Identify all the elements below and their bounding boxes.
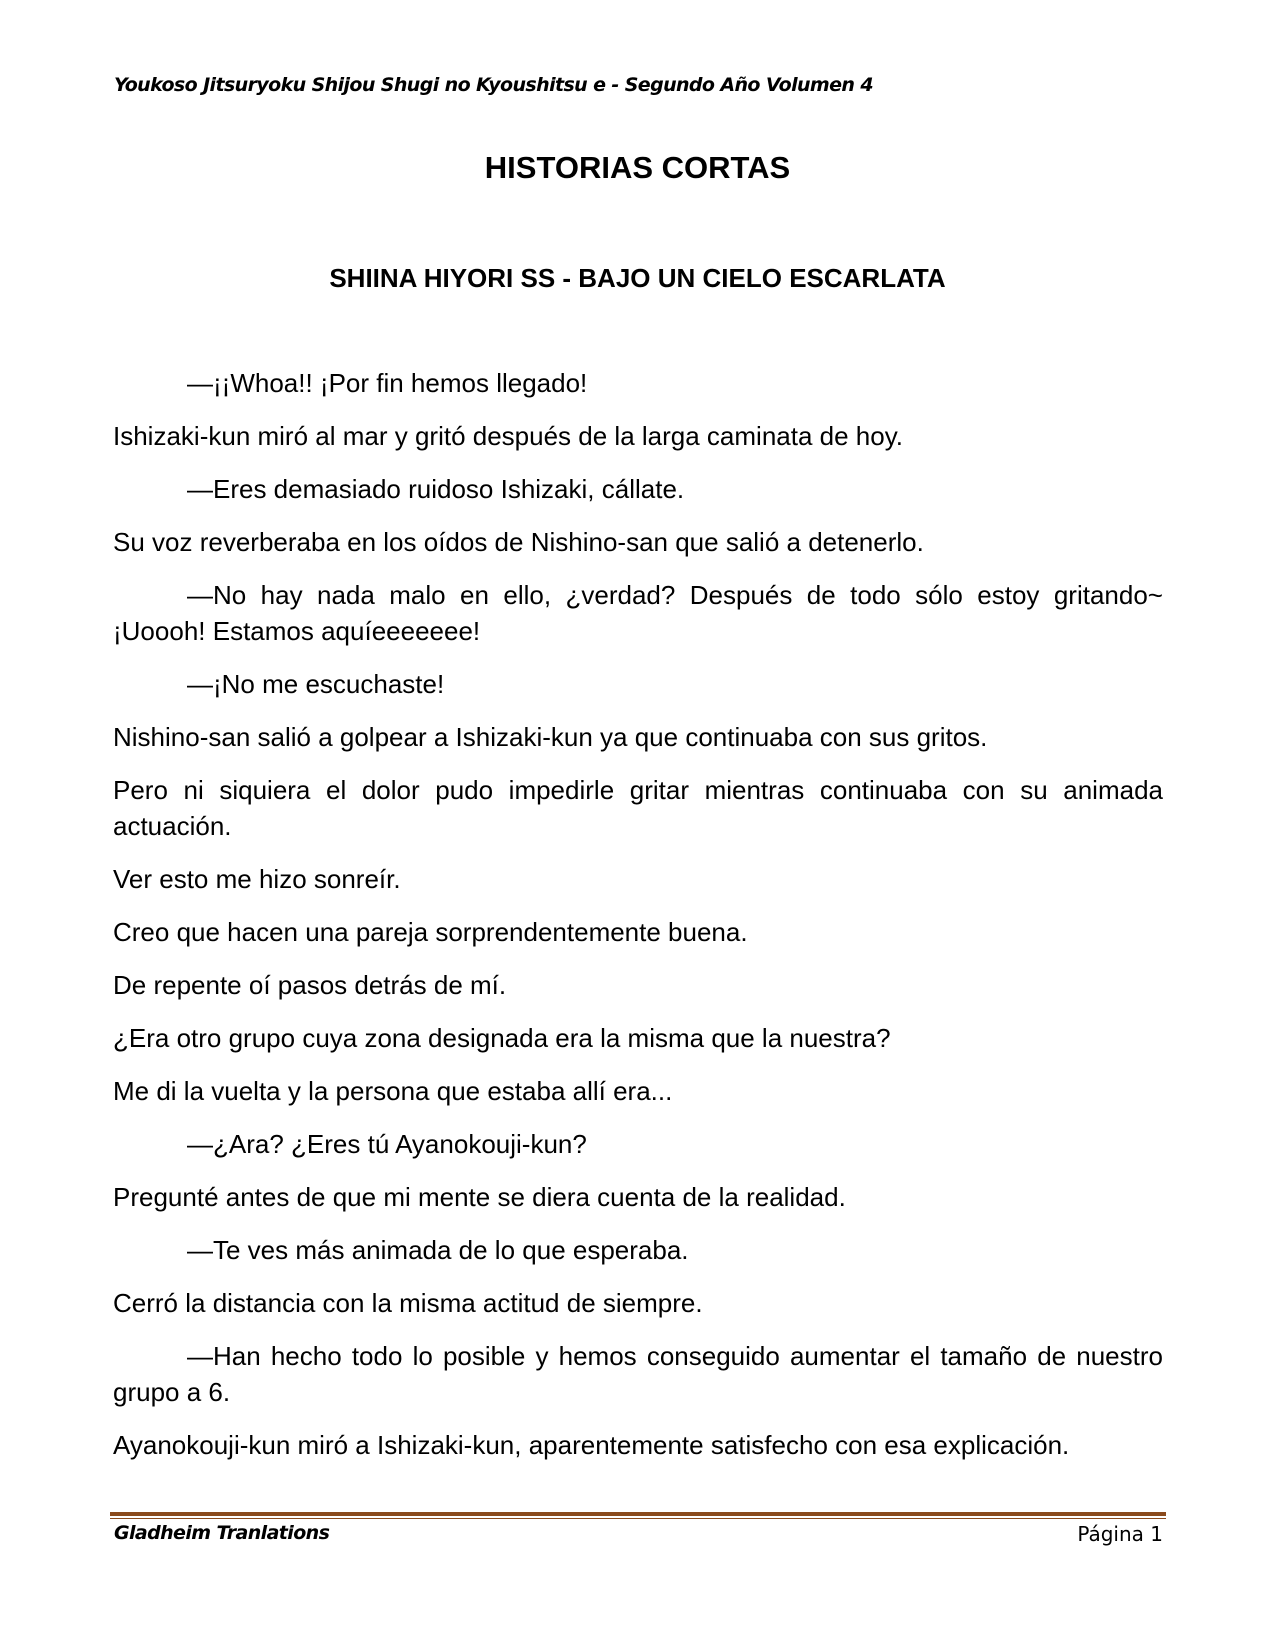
chapter-subtitle: SHIINA HIYORI SS - BAJO UN CIELO ESCARLATA: [329, 263, 946, 293]
footer-divider-thick: [110, 1512, 1166, 1516]
footer-publisher: Gladheim Tranlations: [114, 1522, 330, 1544]
paragraph: —Han hecho todo lo posible y hemos conseguido aumentar el tamaño de nuestro grupo a 6.: [113, 1341, 1163, 1407]
paragraph: Su voz reverberaba en los oídos de Nishino-san que salió a detenerlo.: [113, 527, 924, 557]
paragraph: Me di la vuelta y la persona que estaba allí era...: [113, 1076, 673, 1106]
paragraph: De repente oí pasos detrás de mí.: [113, 970, 507, 1000]
page-number: Página 1: [1077, 1522, 1163, 1546]
paragraph: Cerró la distancia con la misma actitud de siempre.: [113, 1288, 703, 1318]
paragraph: Ishizaki-kun miró al mar y gritó después de la larga caminata de hoy.: [113, 421, 904, 451]
paragraph: —No hay nada malo en ello, ¿verdad? Después de todo sólo estoy gritando~ ¡Uoooh! Estamos aquíeeeeeee!: [113, 580, 1163, 646]
paragraph: Creo que hacen una pareja sorprendentemente buena.: [113, 917, 748, 947]
page-title: HISTORIAS CORTAS: [484, 150, 791, 185]
running-header: Youkoso Jitsuryoku Shijou Shugi no Kyoushitsu e - Segundo Año Volumen 4: [114, 74, 873, 96]
paragraph: —Eres demasiado ruidoso Ishizaki, cállate.: [187, 474, 685, 504]
paragraph: ¿Era otro grupo cuya zona designada era la misma que la nuestra?: [113, 1023, 891, 1053]
paragraph: Pero ni siquiera el dolor pudo impedirle gritar mientras continuaba con su animada actuación.: [113, 775, 1163, 841]
paragraph: —¿Ara? ¿Eres tú Ayanokouji-kun?: [187, 1129, 587, 1159]
paragraph: —Te ves más animada de lo que esperaba.: [187, 1235, 689, 1265]
paragraph: —¡No me escuchaste!: [187, 669, 445, 699]
footer-divider-thin: [110, 1518, 1166, 1519]
paragraph: Ver esto me hizo sonreír.: [113, 864, 401, 894]
body-text: [113, 365, 1163, 1480]
paragraph: Nishino-san salió a golpear a Ishizaki-kun ya que continuaba con sus gritos.: [113, 722, 988, 752]
paragraph: Pregunté antes de que mi mente se diera cuenta de la realidad.: [113, 1182, 846, 1212]
paragraph: Ayanokouji-kun miró a Ishizaki-kun, aparentemente satisfecho con esa explicación.: [113, 1430, 1070, 1460]
paragraph: —¡¡Whoa!! ¡Por fin hemos llegado!: [187, 368, 588, 398]
